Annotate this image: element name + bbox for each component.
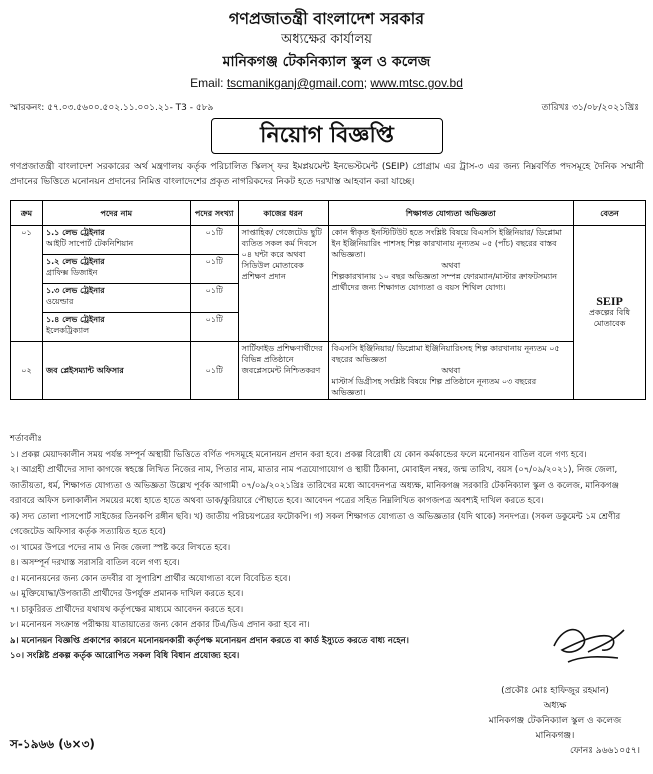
qualification-or: অথবা (441, 261, 461, 270)
row2-qualification (328, 342, 574, 400)
condition-item: ২। আগ্রহী প্রার্থীদের সাদা কাগজে স্বহস্তে লিখিত নিজের নাম, পিতার নাম, মাতার নাম পত্রযোগাযোগ ও স্থায়ী ঠিকানা, মোবাইল নম্বর, জন্ম তারিখ, বয়স (০৭/০৯/২০২১), নিজ জেলা, জাতীয়তা, ধর্ম, শিক্ষাগত যোগ্যতা ও অভিজ্ঞতা উল্লেখ পূর্বক আগামী ০৭/০৯/২০২১খ্রিঃ তারিখের মধ্যে আবেদনপত্র অধ্যক্ষ, মানিকগঞ্জ সরকারি টেকনিক্যাল স্কুল ও কলেজ, মানিকগঞ্জ বরাবরে অফিস চলাকালীন সময়ের মধ্যে হাতে হাতে অথবা ডাক/কুরিয়ারে পৌছাতে হবে। আবেদন পত্রের সহিত নিম্নলিখিত কাগজপত্র অবশ্যই দাখিল করতে হবে। (10, 465, 619, 506)
govt-name: গণপ্রজাতন্ত্রী বাংলাদেশ সরকার (228, 9, 425, 28)
col-post-name: পদের নাম (42, 201, 190, 226)
salary-accordingly: মোতাবেক (593, 319, 626, 328)
post-name: ১.২ লেভ ট্রেইনার (45, 257, 105, 266)
salary-seip: SEIP (596, 294, 623, 308)
col-salary: বেতন (574, 201, 646, 226)
memo-number: স্মারকনং: ৫৭.০৩.৫৬০০.৫০২.১১.০০১.২১- T3 - ৫৮৯ (10, 103, 214, 113)
notice-title: নিয়োগ বিজ্ঞপ্তি (211, 118, 443, 154)
condition-item: ১। প্রকল্প মেয়াদকালীন সময় পর্যন্ত সম্পূর্ন অস্থায়ী ভিত্তিতে বর্ণিত পদসমূহে মনোনয়ন প্রদান করা হবে। প্রকল্প বিরোধী যে কোন কর্মকান্ডের ফলে মনোনয়ন বাতিল বলে গণ্য হবে। (10, 449, 587, 460)
office-name: অধ্যক্ষের কার্যালয় (281, 32, 372, 47)
row1-work-type: সাপ্তাহিক/ গেজেটেড ছুটি ব্যতিত সকল কর্ম দিবসে ০৪ ঘন্টা করে অথবা সিডিউল মোতাবেক প্রশিক্ষণ প্রদান (238, 226, 328, 342)
condition-item: ৬। মুক্তিযোদ্ধা/উপজাতী প্রার্থীদের উপর্যুক্ত প্রমানক দাখিল করতে হবে। (10, 589, 244, 599)
institution-name: মানিকগঞ্জ টেকনিক্যাল স্কুল ও কলেজ (222, 54, 431, 70)
officer-place: মানিকগঞ্জ। (535, 731, 575, 741)
post-name-cell (42, 284, 190, 313)
signature (548, 612, 630, 672)
condition-item: ৫। মনোনয়নের জন্য কোন তদবীর বা সুপারিশ প্রার্থীর অযোগ্যতা বলে বিবেচিত হবে। (10, 573, 291, 584)
conditions-title: শর্তাবলীঃ (10, 434, 42, 444)
post-name: ১.৩ লেভ ট্রেইনার (45, 286, 105, 295)
email-label: Email: (190, 76, 227, 90)
row2-work-type: সার্টিফাইড প্রশিক্ষণার্থীদের বিভিন্ন প্রতিষ্ঠানে জবপ্লেসমেন্ট নিশ্চিতকরণ (238, 342, 328, 400)
condition-item: ৭। চাকুরিরত প্রার্থীদের যথাযথ কর্তৃপক্ষের মাধ্যমে আবেদন করতে হবে। (10, 604, 244, 615)
row2-post-count: ০১টি (190, 342, 238, 400)
notice-date: তারিখঃ ৩১/০৮/২০২১খ্রিঃ (541, 103, 639, 113)
col-qualification: শিক্ষাগত যোগ্যতা অভিজ্ঞতা (328, 201, 574, 226)
table-row (11, 342, 646, 400)
contact-separator: ; (363, 76, 371, 90)
post-name-cell (42, 255, 190, 284)
row1-qualification (328, 226, 574, 342)
post-count: ০১টি (190, 226, 238, 255)
col-work-type: কাজের ধরন (238, 201, 328, 226)
posts-table (10, 200, 646, 400)
condition-item: ১০। সংশ্লিষ্ট প্রকল্প কর্তৃক আরোপিত সকল বিধি বিধান প্রযোজ্য হবে। (10, 651, 240, 661)
condition-item: ৮। মনোনয়ন সংক্রান্ত পরীক্ষায় যাতায়াতের জন্য কোন প্রকার টিএ/ডিএ প্রদান করা হবে না। (10, 620, 310, 630)
website-link[interactable]: www.mtsc.gov.bd (370, 76, 463, 90)
officer-block (470, 684, 640, 759)
row2-serial: ০২ (11, 342, 43, 400)
contact-line (0, 76, 653, 90)
post-subtitle: ইলেকট্রিক্যাল (45, 326, 90, 335)
intro-paragraph: গণপ্রজাতন্ত্রী বাংলাদেশ সরকারের অর্থ মন্ত্রণালয় কর্তৃক পরিচালিত স্কিলস্ ফর ইমপ্লয়মেন্ট ইনভেস্টমেন্ট (SEIP) প্রোগ্রাম এর ট্রাস-৩ এর জন্য নিম্নবর্ণিত পদসমূহে দৈনিক সম্মানী প্রদানের ভিত্তিতে মনোনয়ন প্রদানের নিমিত্ত বাংলাদেশের প্রকৃত নাগরিকদের নিকট হতে দরখাস্ত আহবান করা যাচ্ছে। (10, 162, 644, 187)
condition-item: ৯। মনোনয়ন বিজ্ঞপ্তি প্রকাশের কারনে মনোনয়নকারী কর্তৃপক্ষ মনোনয়ন প্রদান করতে বা কার্ড ইস্যুতে করতে বাধ্য নহেন। (10, 635, 409, 646)
post-count: ০১টি (190, 284, 238, 313)
post-name: ১.১ লেভ ট্রেইনার (45, 228, 105, 237)
qualification-text-1: বিএসসি ইঞ্জিনিয়ার/ ডিপ্লোমা ইঞ্জিনিয়ারিংসহ শিল্প কারখানায় নূন্যতম ০৫ বছরের অভিজ্ঞতা (331, 344, 560, 364)
table-row (11, 226, 646, 255)
officer-designation: অধ্যক্ষ (543, 701, 567, 711)
post-name: ১.৪ লেভ ট্রেইনার (45, 315, 105, 324)
col-serial: ক্রম (11, 201, 43, 226)
qualification-text-1: কোন স্বীকৃত ইনস্টিটিউট হতে সংশ্লিষ্ট বিষয়ে বিএসসি ইঞ্জিনিয়ার/ ডিপ্লোমা ইন ইঞ্জিনিয়ারিং পাশসহ শিল্প কারখানায় নূন্যতম ০৫ (পাঁচ) বছরের বাস্তব অভিজ্ঞতা। (331, 228, 562, 259)
post-name-cell (42, 226, 190, 255)
condition-item: ক) সদ্য তোলা পাসপোর্ট সাইজের তিনকপি রঙ্গীন ছবি। খ) জাতীয় পরিচয়পত্রের ফটোকপি। গ) সকল শিক্ষাগত যোগ্যতা ও অভিজ্ঞতার (যদি থাকে) সনদপত্র। (সকল ডকুমেন্ট ১ম শ্রেণীর গেজেটেড অফিসার কর্তৃক সত্যায়িত হতে হবে) (10, 511, 621, 537)
qualification-text-2: মাস্টার্স ডিগ্রীসহ সংশ্লিষ্ট বিষয়ে শিল্প প্রতিষ্ঠানে নূন্যতম ০৩ বছরের অভিজ্ঞতা। (331, 377, 537, 397)
col-post-count: পদের সংখ্যা (190, 201, 238, 226)
post-count: ০১টি (190, 313, 238, 342)
officer-phone: ফোনঃ ৯৬৬১০৫৭। (569, 746, 640, 756)
post-subtitle: গ্রাফিক্স ডিজাইন (45, 268, 98, 277)
salary-cell (574, 226, 646, 400)
officer-name: (প্রকৌঃ মোঃ হাফিজুর রহমান) (501, 686, 609, 696)
condition-item: ৪। অসম্পূর্ন দরখাস্ত সরাসরি বাতিল বলে গণ্য হবে। (10, 558, 180, 568)
post-name-cell (42, 313, 190, 342)
post-subtitle: ওয়েল্ডার (45, 297, 74, 306)
email-link[interactable]: tscmanikganj@gmail.com (226, 76, 364, 90)
post-count: ০১টি (190, 255, 238, 284)
salary-rule: প্রকল্পের বিধি (589, 308, 630, 317)
qualification-or: অথবা (441, 366, 461, 375)
qualification-text-2: শিল্পকারখানায় ১০ বছর অভিজ্ঞতা সম্পন্ন ফোরম্যান/মাস্টার ক্রাফটসম্যান প্রার্থীদের জন্য শিক্ষাগত যোগ্যতা ও বয়স শিথিল যোগ্য। (331, 272, 558, 292)
post-subtitle: আইটি সাপোর্ট টেকনিশিয়ান (45, 239, 134, 248)
publication-code: স-১৯৬৬ (৬×৩) (10, 737, 95, 751)
row2-post-name: জব প্লেইসম্যান্ট অফিসার (42, 342, 190, 400)
table-header-row (11, 201, 646, 226)
condition-item: ৩। খামের উপরে পদের নাম ও নিজ জেলা স্পষ্ট করে লিখতে হবে। (10, 542, 231, 553)
officer-institution: মানিকগঞ্জ টেকনিক্যাল স্কুল ও কলেজ (488, 716, 622, 726)
row1-serial: ০১ (11, 226, 43, 342)
